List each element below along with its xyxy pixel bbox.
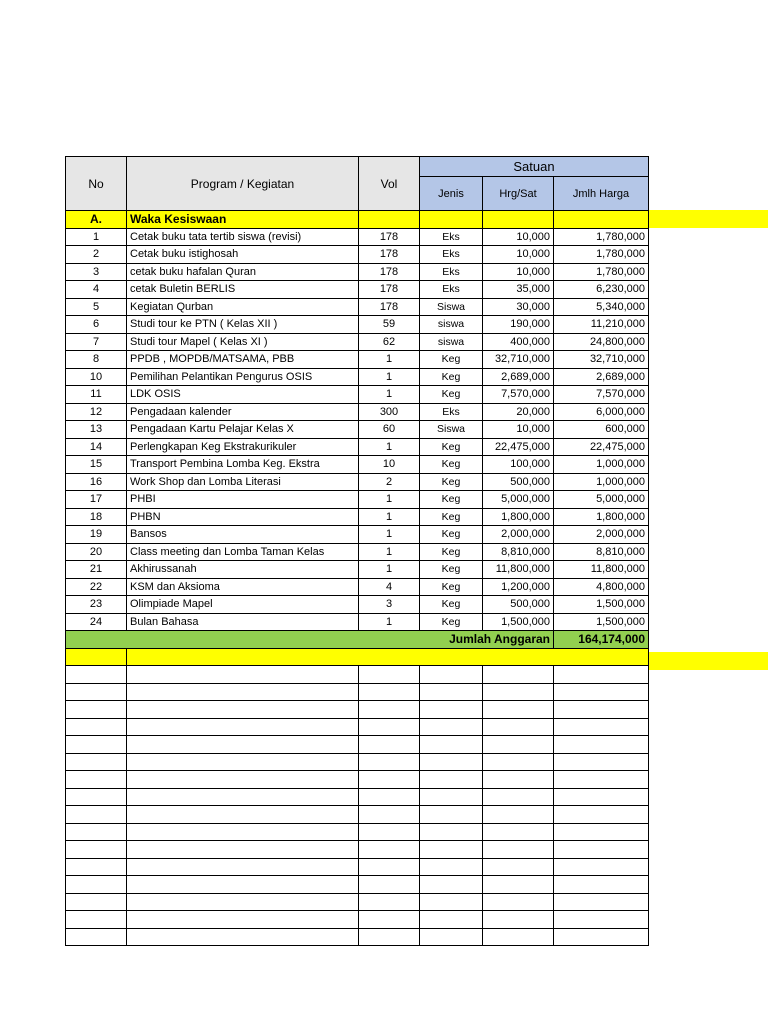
row-jenis: Keg xyxy=(420,456,483,474)
empty-cell xyxy=(66,841,127,859)
empty-cell xyxy=(483,806,554,824)
row-vol: 1 xyxy=(359,613,420,631)
row-jmlh-harga: 1,800,000 xyxy=(554,508,649,526)
row-no: 6 xyxy=(66,316,127,334)
empty-cell xyxy=(554,893,649,911)
row-hrg-sat: 1,200,000 xyxy=(483,578,554,596)
row-jmlh-harga: 2,689,000 xyxy=(554,368,649,386)
row-vol: 178 xyxy=(359,263,420,281)
empty-cell xyxy=(420,911,483,929)
row-program: Pengadaan kalender xyxy=(127,403,359,421)
row-vol: 1 xyxy=(359,438,420,456)
row-jenis: Eks xyxy=(420,281,483,299)
row-jenis: Siswa xyxy=(420,298,483,316)
row-jenis: Eks xyxy=(420,403,483,421)
empty-cell xyxy=(359,911,420,929)
row-program: Pengadaan Kartu Pelajar Kelas X xyxy=(127,421,359,439)
empty-cell xyxy=(66,666,127,684)
row-jenis: Keg xyxy=(420,386,483,404)
budget-table xyxy=(65,156,649,946)
row-jenis: Keg xyxy=(420,473,483,491)
row-hrg-sat: 500,000 xyxy=(483,473,554,491)
row-program: Class meeting dan Lomba Taman Kelas xyxy=(127,543,359,561)
row-hrg-sat: 20,000 xyxy=(483,403,554,421)
empty-cell xyxy=(359,683,420,701)
row-program: Work Shop dan Lomba Literasi xyxy=(127,473,359,491)
table-row xyxy=(66,578,649,596)
empty-cell xyxy=(359,788,420,806)
empty-cell xyxy=(483,718,554,736)
row-hrg-sat: 10,000 xyxy=(483,263,554,281)
empty-cell xyxy=(483,666,554,684)
row-jenis: Keg xyxy=(420,491,483,509)
empty-cell xyxy=(127,736,359,754)
table-row xyxy=(66,386,649,404)
blank-row xyxy=(66,911,649,929)
empty-cell xyxy=(127,928,359,946)
row-no: 13 xyxy=(66,421,127,439)
empty-cell xyxy=(420,893,483,911)
empty-cell xyxy=(127,858,359,876)
row-jmlh-harga: 1,780,000 xyxy=(554,263,649,281)
empty-cell xyxy=(359,753,420,771)
empty-cell xyxy=(127,648,649,666)
row-jenis: Keg xyxy=(420,561,483,579)
header-satuan: Satuan xyxy=(420,157,649,177)
table-row xyxy=(66,491,649,509)
section-title: Waka Kesiswaan xyxy=(127,211,359,229)
blank-row xyxy=(66,771,649,789)
empty-cell xyxy=(420,806,483,824)
row-program: PPDB , MOPDB/MATSAMA, PBB xyxy=(127,351,359,369)
section-highlight-extension xyxy=(648,652,768,670)
row-program: cetak buku hafalan Quran xyxy=(127,263,359,281)
row-hrg-sat: 32,710,000 xyxy=(483,351,554,369)
empty-cell xyxy=(66,736,127,754)
empty-cell xyxy=(483,823,554,841)
blank-row xyxy=(66,928,649,946)
empty-cell xyxy=(554,718,649,736)
row-jenis: Keg xyxy=(420,596,483,614)
row-jmlh-harga: 6,230,000 xyxy=(554,281,649,299)
empty-cell xyxy=(66,928,127,946)
row-jenis: Eks xyxy=(420,228,483,246)
row-no: 3 xyxy=(66,263,127,281)
table-row xyxy=(66,421,649,439)
row-vol: 1 xyxy=(359,351,420,369)
empty-cell xyxy=(420,858,483,876)
row-no: 20 xyxy=(66,543,127,561)
empty-cell xyxy=(359,701,420,719)
empty-cell xyxy=(483,841,554,859)
empty-cell xyxy=(554,858,649,876)
row-hrg-sat: 1,800,000 xyxy=(483,508,554,526)
row-no: 2 xyxy=(66,246,127,264)
row-vol: 1 xyxy=(359,368,420,386)
table-row xyxy=(66,561,649,579)
row-hrg-sat: 22,475,000 xyxy=(483,438,554,456)
row-hrg-sat: 500,000 xyxy=(483,596,554,614)
empty-cell xyxy=(359,876,420,894)
empty-cell xyxy=(483,771,554,789)
row-program: Akhirussanah xyxy=(127,561,359,579)
row-vol: 60 xyxy=(359,421,420,439)
row-program: Studi tour ke PTN ( Kelas XII ) xyxy=(127,316,359,334)
row-program: Pemilihan Pelantikan Pengurus OSIS xyxy=(127,368,359,386)
empty-cell xyxy=(66,648,127,666)
header-vol: Vol xyxy=(359,157,420,211)
empty-cell xyxy=(483,736,554,754)
row-program: Perlengkapan Keg Ekstrakurikuler xyxy=(127,438,359,456)
blank-row xyxy=(66,893,649,911)
row-no: 18 xyxy=(66,508,127,526)
empty-cell xyxy=(359,736,420,754)
empty-cell xyxy=(127,753,359,771)
section-row xyxy=(66,211,649,229)
empty-cell xyxy=(359,928,420,946)
empty-cell xyxy=(554,683,649,701)
row-no: 19 xyxy=(66,526,127,544)
row-vol: 62 xyxy=(359,333,420,351)
row-no: 14 xyxy=(66,438,127,456)
row-jmlh-harga: 1,780,000 xyxy=(554,228,649,246)
row-jenis: Keg xyxy=(420,368,483,386)
table-row xyxy=(66,473,649,491)
row-hrg-sat: 10,000 xyxy=(483,421,554,439)
row-program: cetak Buletin BERLIS xyxy=(127,281,359,299)
row-hrg-sat: 2,689,000 xyxy=(483,368,554,386)
empty-cell xyxy=(66,858,127,876)
empty-cell xyxy=(483,788,554,806)
empty-cell xyxy=(420,823,483,841)
empty-cell xyxy=(127,771,359,789)
row-jenis: Eks xyxy=(420,263,483,281)
table-row xyxy=(66,368,649,386)
table-row xyxy=(66,281,649,299)
empty-cell xyxy=(554,701,649,719)
empty-cell xyxy=(554,823,649,841)
empty-cell xyxy=(127,666,359,684)
row-no: 15 xyxy=(66,456,127,474)
table-row xyxy=(66,263,649,281)
table-row xyxy=(66,228,649,246)
table-row xyxy=(66,298,649,316)
empty-cell xyxy=(359,666,420,684)
empty-cell xyxy=(66,823,127,841)
empty-cell xyxy=(359,858,420,876)
row-program: Kegiatan Qurban xyxy=(127,298,359,316)
row-vol: 59 xyxy=(359,316,420,334)
empty-section-row xyxy=(66,648,649,666)
empty-cell xyxy=(554,911,649,929)
row-program: Bulan Bahasa xyxy=(127,613,359,631)
table-row xyxy=(66,403,649,421)
empty-cell xyxy=(554,736,649,754)
total-value: 164,174,000 xyxy=(554,631,649,649)
empty-cell xyxy=(554,806,649,824)
table-row xyxy=(66,316,649,334)
empty-cell xyxy=(483,876,554,894)
row-program: PHBN xyxy=(127,508,359,526)
table-row xyxy=(66,543,649,561)
row-jmlh-harga: 1,780,000 xyxy=(554,246,649,264)
empty-cell xyxy=(359,823,420,841)
row-program: Transport Pembina Lomba Keg. Ekstra xyxy=(127,456,359,474)
row-no: 7 xyxy=(66,333,127,351)
row-hrg-sat: 2,000,000 xyxy=(483,526,554,544)
row-hrg-sat: 10,000 xyxy=(483,228,554,246)
table-row xyxy=(66,508,649,526)
section-highlight-extension xyxy=(648,210,768,228)
empty-cell xyxy=(66,806,127,824)
empty-cell xyxy=(127,718,359,736)
table-row xyxy=(66,456,649,474)
row-no: 5 xyxy=(66,298,127,316)
total-row xyxy=(66,631,649,649)
empty-cell xyxy=(554,771,649,789)
row-vol: 1 xyxy=(359,543,420,561)
empty-cell xyxy=(359,893,420,911)
empty-cell xyxy=(483,928,554,946)
row-vol: 1 xyxy=(359,526,420,544)
empty-cell xyxy=(420,771,483,789)
empty-cell xyxy=(483,701,554,719)
header-no: No xyxy=(66,157,127,211)
empty-cell xyxy=(127,683,359,701)
table-row xyxy=(66,351,649,369)
row-jenis: Siswa xyxy=(420,421,483,439)
row-vol: 2 xyxy=(359,473,420,491)
empty-cell xyxy=(554,788,649,806)
row-hrg-sat: 35,000 xyxy=(483,281,554,299)
empty-cell xyxy=(127,788,359,806)
row-no: 22 xyxy=(66,578,127,596)
row-no: 10 xyxy=(66,368,127,386)
blank-row xyxy=(66,858,649,876)
empty-cell xyxy=(359,841,420,859)
row-jmlh-harga: 22,475,000 xyxy=(554,438,649,456)
empty-cell xyxy=(420,736,483,754)
empty-cell xyxy=(359,718,420,736)
empty-cell xyxy=(127,893,359,911)
empty-cell xyxy=(420,683,483,701)
empty-cell xyxy=(554,666,649,684)
row-vol: 178 xyxy=(359,246,420,264)
row-hrg-sat: 7,570,000 xyxy=(483,386,554,404)
empty-cell xyxy=(554,841,649,859)
empty-cell xyxy=(420,876,483,894)
blank-row xyxy=(66,788,649,806)
row-vol: 1 xyxy=(359,491,420,509)
row-hrg-sat: 8,810,000 xyxy=(483,543,554,561)
row-jenis: Keg xyxy=(420,351,483,369)
row-no: 24 xyxy=(66,613,127,631)
empty-cell xyxy=(420,788,483,806)
row-jmlh-harga: 1,500,000 xyxy=(554,613,649,631)
blank-row xyxy=(66,876,649,894)
empty-cell xyxy=(420,928,483,946)
empty-cell xyxy=(359,806,420,824)
table-row xyxy=(66,438,649,456)
blank-row xyxy=(66,823,649,841)
row-vol: 300 xyxy=(359,403,420,421)
row-vol: 4 xyxy=(359,578,420,596)
row-hrg-sat: 5,000,000 xyxy=(483,491,554,509)
empty-cell xyxy=(483,683,554,701)
table-row xyxy=(66,246,649,264)
row-jmlh-harga: 32,710,000 xyxy=(554,351,649,369)
row-hrg-sat: 100,000 xyxy=(483,456,554,474)
row-no: 12 xyxy=(66,403,127,421)
row-jenis: Keg xyxy=(420,526,483,544)
row-jenis: Keg xyxy=(420,613,483,631)
row-no: 8 xyxy=(66,351,127,369)
empty-cell xyxy=(66,753,127,771)
row-program: Olimpiade Mapel xyxy=(127,596,359,614)
empty-cell xyxy=(359,771,420,789)
blank-row xyxy=(66,701,649,719)
empty-cell xyxy=(483,911,554,929)
row-vol: 178 xyxy=(359,228,420,246)
empty-cell xyxy=(420,718,483,736)
row-vol: 10 xyxy=(359,456,420,474)
row-jenis: Keg xyxy=(420,543,483,561)
empty-cell xyxy=(127,841,359,859)
table-row xyxy=(66,596,649,614)
row-no: 11 xyxy=(66,386,127,404)
row-hrg-sat: 400,000 xyxy=(483,333,554,351)
row-jmlh-harga: 2,000,000 xyxy=(554,526,649,544)
blank-row xyxy=(66,666,649,684)
row-hrg-sat: 1,500,000 xyxy=(483,613,554,631)
row-vol: 178 xyxy=(359,281,420,299)
blank-row xyxy=(66,806,649,824)
empty-cell xyxy=(127,876,359,894)
row-jmlh-harga: 7,570,000 xyxy=(554,386,649,404)
row-no: 23 xyxy=(66,596,127,614)
row-program: KSM dan Aksioma xyxy=(127,578,359,596)
row-vol: 1 xyxy=(359,561,420,579)
row-jmlh-harga: 5,340,000 xyxy=(554,298,649,316)
row-hrg-sat: 30,000 xyxy=(483,298,554,316)
empty-cell xyxy=(554,753,649,771)
empty-cell xyxy=(127,823,359,841)
row-program: Studi tour Mapel ( Kelas XI ) xyxy=(127,333,359,351)
empty-cell xyxy=(66,701,127,719)
row-jenis: siswa xyxy=(420,316,483,334)
row-program: LDK OSIS xyxy=(127,386,359,404)
row-jmlh-harga: 24,800,000 xyxy=(554,333,649,351)
blank-row xyxy=(66,753,649,771)
row-program: Cetak buku tata tertib siswa (revisi) xyxy=(127,228,359,246)
empty-cell xyxy=(66,683,127,701)
row-jmlh-harga: 4,800,000 xyxy=(554,578,649,596)
empty-cell xyxy=(554,928,649,946)
row-jmlh-harga: 600,000 xyxy=(554,421,649,439)
header-hrg-sat: Hrg/Sat xyxy=(483,177,554,211)
row-hrg-sat: 11,800,000 xyxy=(483,561,554,579)
header-jenis: Jenis xyxy=(420,177,483,211)
row-program: Cetak buku istighosah xyxy=(127,246,359,264)
empty-cell xyxy=(420,841,483,859)
header-program: Program / Kegiatan xyxy=(127,157,359,211)
row-no: 17 xyxy=(66,491,127,509)
header-row xyxy=(66,157,649,177)
row-hrg-sat: 190,000 xyxy=(483,316,554,334)
empty-cell xyxy=(66,771,127,789)
row-jenis: Keg xyxy=(420,578,483,596)
empty-cell xyxy=(127,911,359,929)
blank-row xyxy=(66,841,649,859)
row-jenis: Eks xyxy=(420,246,483,264)
empty-cell xyxy=(66,788,127,806)
row-jenis: siswa xyxy=(420,333,483,351)
row-vol: 1 xyxy=(359,386,420,404)
empty-cell xyxy=(420,666,483,684)
empty-cell xyxy=(66,893,127,911)
row-jmlh-harga: 5,000,000 xyxy=(554,491,649,509)
row-jmlh-harga: 8,810,000 xyxy=(554,543,649,561)
row-jmlh-harga: 11,210,000 xyxy=(554,316,649,334)
row-program: PHBI xyxy=(127,491,359,509)
row-program: Bansos xyxy=(127,526,359,544)
empty-cell xyxy=(127,806,359,824)
row-hrg-sat: 10,000 xyxy=(483,246,554,264)
row-jmlh-harga: 6,000,000 xyxy=(554,403,649,421)
blank-row xyxy=(66,736,649,754)
row-vol: 178 xyxy=(359,298,420,316)
empty-cell xyxy=(127,701,359,719)
empty-cell xyxy=(420,753,483,771)
empty-cell xyxy=(66,911,127,929)
empty-cell xyxy=(66,876,127,894)
section-code: A. xyxy=(66,211,127,229)
blank-row xyxy=(66,718,649,736)
row-jmlh-harga: 1,000,000 xyxy=(554,473,649,491)
table-row xyxy=(66,613,649,631)
empty-cell xyxy=(483,893,554,911)
row-vol: 3 xyxy=(359,596,420,614)
table-row xyxy=(66,333,649,351)
row-jenis: Keg xyxy=(420,508,483,526)
row-no: 1 xyxy=(66,228,127,246)
row-jmlh-harga: 1,000,000 xyxy=(554,456,649,474)
row-no: 4 xyxy=(66,281,127,299)
row-no: 21 xyxy=(66,561,127,579)
empty-cell xyxy=(554,876,649,894)
table-row xyxy=(66,526,649,544)
row-no: 16 xyxy=(66,473,127,491)
empty-cell xyxy=(483,858,554,876)
empty-cell xyxy=(483,753,554,771)
row-vol: 1 xyxy=(359,508,420,526)
row-jenis: Keg xyxy=(420,438,483,456)
empty-cell xyxy=(420,701,483,719)
blank-row xyxy=(66,683,649,701)
row-jmlh-harga: 1,500,000 xyxy=(554,596,649,614)
row-jmlh-harga: 11,800,000 xyxy=(554,561,649,579)
empty-cell xyxy=(66,718,127,736)
header-jmlh-harga: Jmlh Harga xyxy=(554,177,649,211)
total-label: Jumlah Anggaran xyxy=(66,631,554,649)
